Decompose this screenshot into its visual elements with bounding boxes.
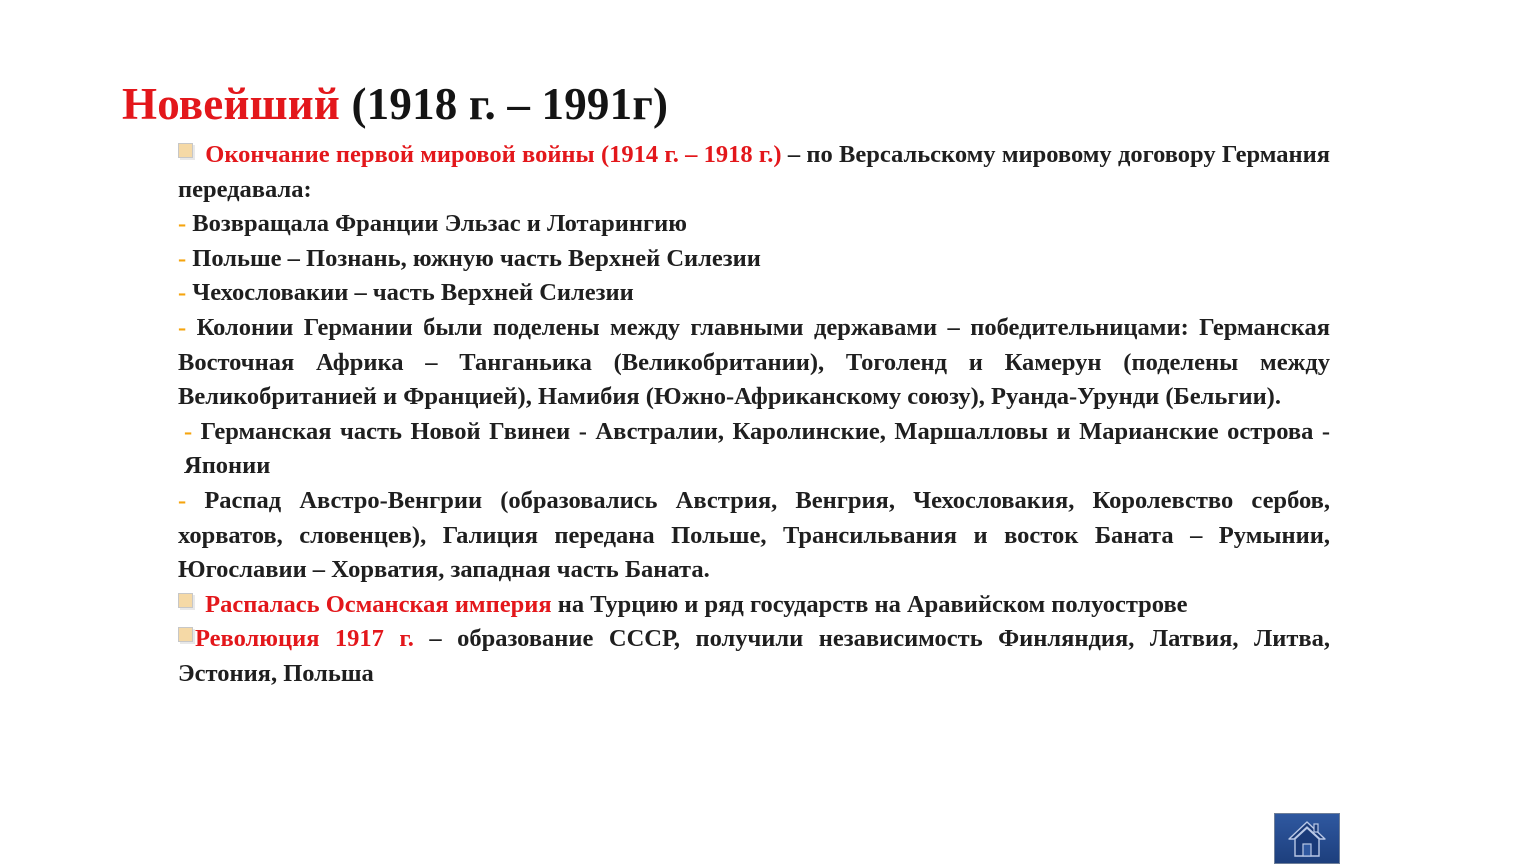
checkbox-bullet-icon: [178, 593, 193, 608]
dash-marker: -: [178, 210, 187, 238]
list-item-text: Возвращала Франции Эльзас и Лотарингию: [186, 210, 687, 238]
list-item: [178, 415, 1330, 484]
paragraph-revolution: [178, 622, 1330, 691]
list-item: [178, 311, 1330, 415]
dash-marker: -: [178, 279, 187, 307]
paragraph-highlight: Революция 1917 г.: [195, 625, 414, 653]
page-title: [122, 78, 668, 130]
paragraph-versailles: [178, 138, 1330, 207]
list-item-text: Распад Австро-Венгрии (образовались Австрия, Венгрия, Чехословакия, Королевство сербов, хорватов, словенцев), Галиция передана Польше, Трансильвания и восток Баната – Румынии, Югославии – Хорватия, западная часть Баната.: [178, 486, 1330, 584]
home-icon: [1287, 819, 1327, 859]
paragraph-ottoman: [178, 588, 1330, 623]
paragraph-text: – образование СССР, получили независимость Финляндия, Латвия, Литва, Эстония, Польша: [178, 625, 1331, 687]
paragraph-highlight: Распалась Османская империя: [199, 590, 552, 618]
list-item-text: Германская часть Новой Гвинеи - Австралии, Каролинские, Маршалловы и Марианские острова - Японии: [184, 417, 1330, 480]
title-highlight: Новейший: [122, 79, 341, 129]
content-body: [178, 138, 1330, 692]
paragraph-text: – по Версальскому мировому договору Германия передавала:: [178, 141, 1330, 203]
list-item: [178, 276, 1330, 311]
dash-marker: -: [184, 417, 193, 445]
title-range: (1918 г. – 1991г): [340, 79, 669, 129]
list-item-text: Чехословакии – часть Верхней Силезии: [186, 279, 634, 307]
home-button[interactable]: [1274, 813, 1340, 864]
list-item: [178, 207, 1330, 242]
list-item-text: Польше – Познань, южную часть Верхней Силезии: [186, 244, 761, 272]
checkbox-bullet-icon: [178, 143, 193, 158]
list-item: [178, 484, 1330, 588]
list-item: [178, 242, 1330, 277]
checkbox-bullet-icon: [178, 627, 193, 642]
list-item-text: Колонии Германии были поделены между главными державами – победительницами: Германская Восточная Африка – Танганьика (Великобритании), Тоголенд и Камерун (поделены между Великобританией и Францией), Намибия (Южно-Африканскому союзу), Руанда-Урунди (Бельгии).: [178, 313, 1330, 411]
dash-marker: -: [178, 486, 187, 514]
paragraph-text: на Турцию и ряд государств на Аравийском полуострове: [551, 590, 1188, 618]
dash-marker: -: [178, 244, 187, 272]
paragraph-highlight: Окончание первой мировой войны (1914 г. – 1918 г.): [199, 141, 782, 168]
dash-marker: -: [178, 313, 187, 341]
